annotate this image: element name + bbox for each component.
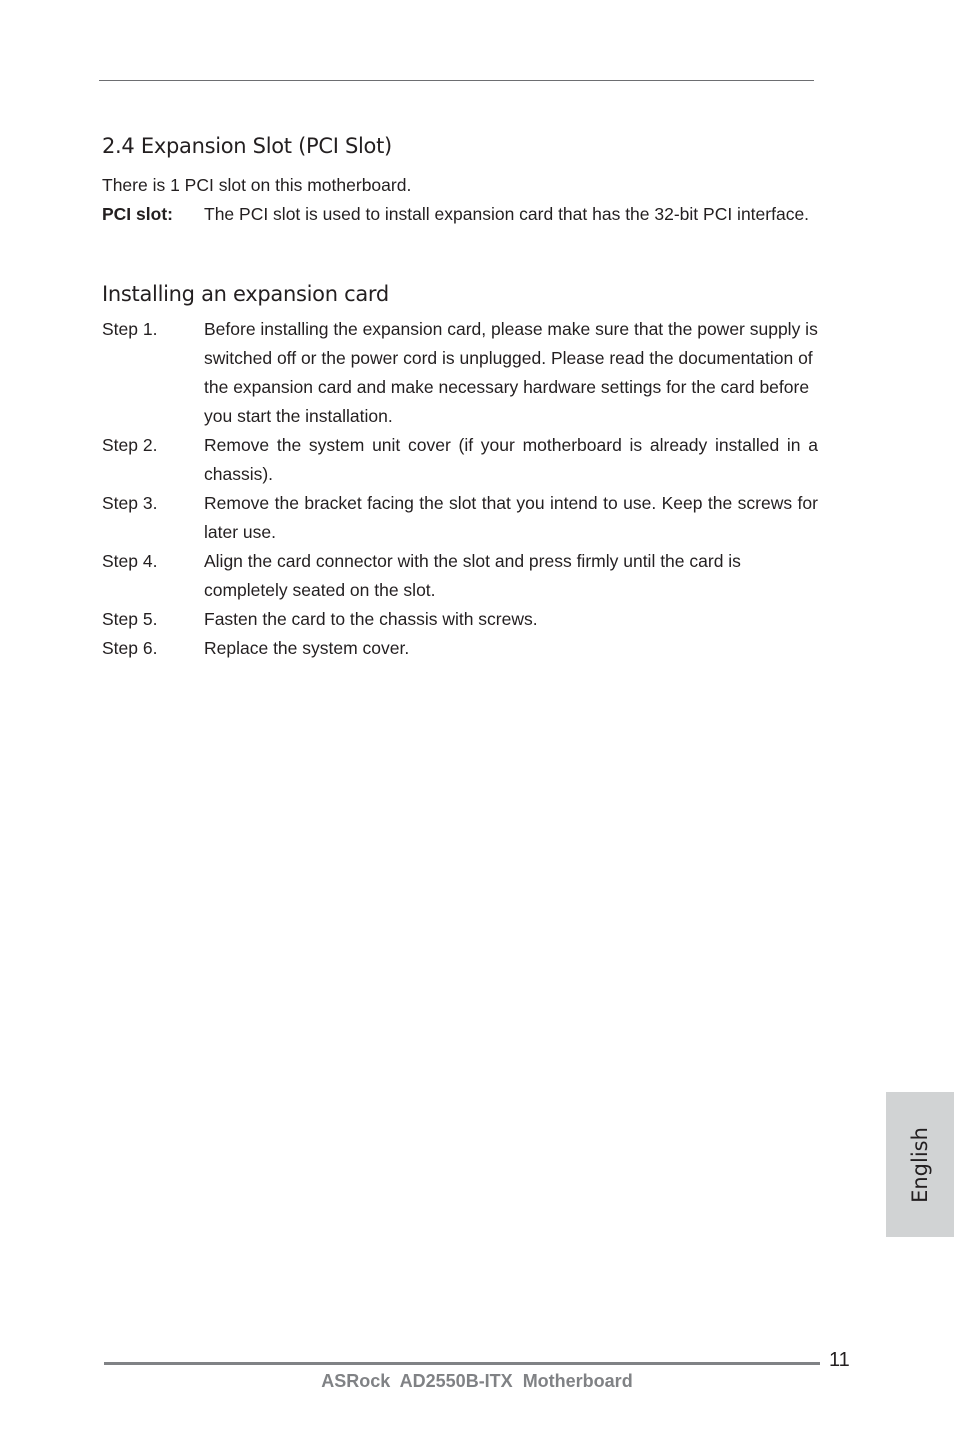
step-label: Step 3. xyxy=(102,493,158,513)
step-text: Fasten the card to the chassis with screws. xyxy=(204,609,538,629)
page-number: 11 xyxy=(829,1349,850,1371)
step-text: Remove the bracket facing the slot that you intend to use. Keep the screws for later use. xyxy=(204,493,818,542)
list-item xyxy=(102,605,818,634)
definition-text: The PCI slot is used to install expansion card that has the 32-bit PCI interface. xyxy=(204,204,810,224)
list-item xyxy=(102,634,818,663)
header-rule xyxy=(99,80,814,81)
installing-title: Installing an expansion card xyxy=(102,282,389,306)
step-label: Step 4. xyxy=(102,551,158,571)
list-item xyxy=(102,431,818,489)
language-tab xyxy=(886,1092,954,1237)
step-label: Step 6. xyxy=(102,638,158,658)
step-label: Step 2. xyxy=(102,435,158,455)
step-label: Step 5. xyxy=(102,609,158,629)
step-text: Remove the system unit cover (if your motherboard is already installed in a chassis). xyxy=(204,435,818,484)
footer-title: ASRock AD2550B-ITX Motherboard xyxy=(321,1371,633,1391)
language-label: English xyxy=(908,1126,932,1203)
list-item xyxy=(102,547,818,605)
footer-rule xyxy=(104,1362,820,1365)
pci-slot-definition xyxy=(102,200,818,229)
list-item xyxy=(102,315,818,431)
step-text: Before installing the expansion card, please make sure that the power supply is switched off or the power cord is unplugged. Please read the documentation of the expansion card and make necessary hardware settings for the card before you start the installation. xyxy=(204,319,818,426)
step-label: Step 1. xyxy=(102,319,158,339)
installation-steps xyxy=(102,315,818,663)
section-title: 2.4 Expansion Slot (PCI Slot) xyxy=(102,134,392,158)
step-text: Replace the system cover. xyxy=(204,638,410,658)
intro-text: There is 1 PCI slot on this motherboard. xyxy=(102,175,412,195)
step-text: Align the card connector with the slot and press firmly until the card is completely seated on the slot. xyxy=(204,551,741,600)
definition-term: PCI slot: xyxy=(102,204,173,224)
list-item xyxy=(102,489,818,547)
